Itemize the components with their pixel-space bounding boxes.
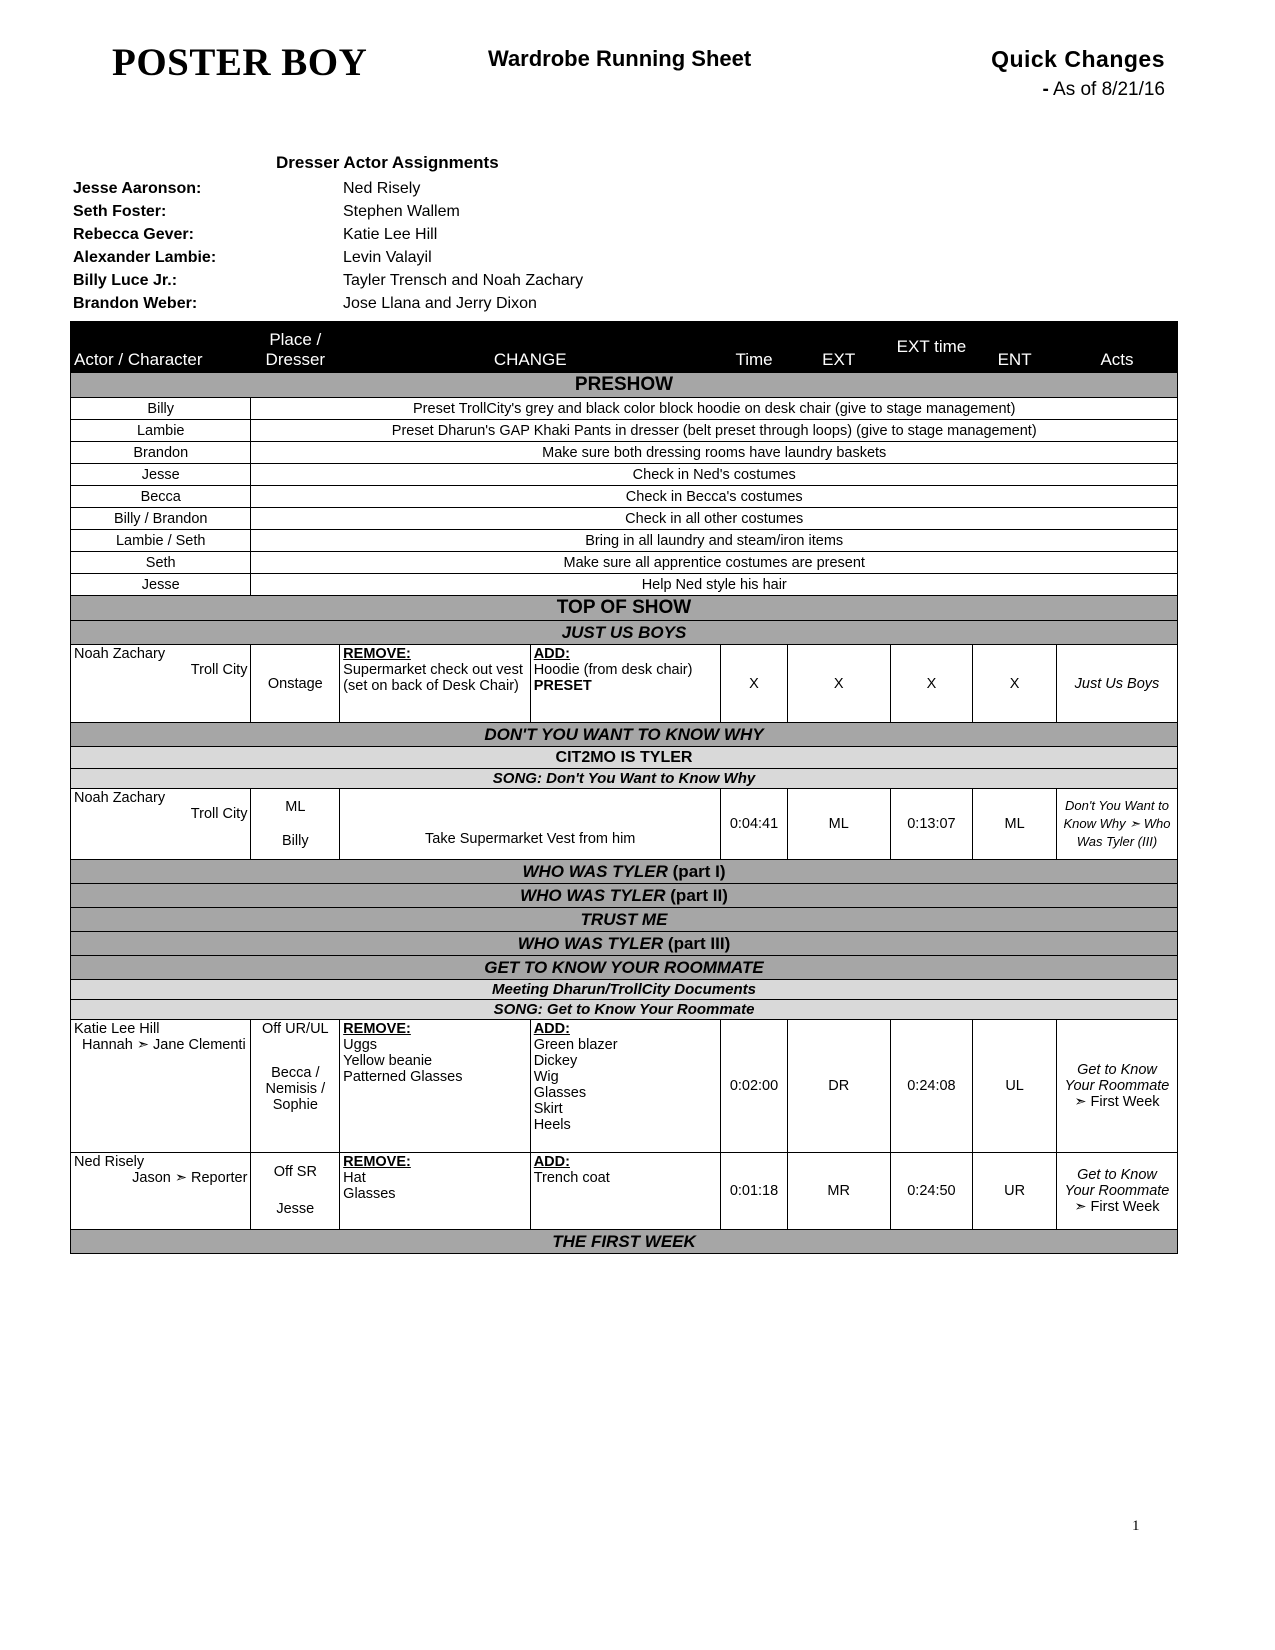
preshow-who: Lambie / Seth [71,530,251,552]
dresser-text: Becca / Nemisis / Sophie [265,1065,326,1113]
dresser-name: Brandon Weber: [73,295,198,312]
actor-name: Katie Lee Hill [74,1021,160,1037]
col-place-line2: Dresser [265,350,326,369]
preshow-row [71,574,1178,596]
acts-line: ➣ First Week [1074,1094,1160,1110]
time-cell: X [721,645,788,723]
add-item: Skirt [533,1101,563,1117]
add-note: PRESET [533,678,592,694]
song-title: SONG: Get to Know Your Roommate [71,1000,1178,1020]
subscene-row [71,980,1178,1000]
as-of-date [991,79,1165,101]
place-cell [251,789,340,860]
col-acts: Acts [1056,322,1177,373]
change-row [71,1020,1178,1153]
remove-item: Glasses [343,1186,396,1202]
preshow-task: Help Ned style his hair [251,574,1178,596]
ent-cell: X [973,645,1057,723]
ext-cell: MR [787,1153,890,1230]
add-cell [530,1020,721,1153]
preshow-task: Make sure all apprentice costumes are present [251,552,1178,574]
scene-row [71,932,1178,956]
add-cell [530,645,721,723]
place-cell [251,1020,340,1153]
quick-changes-block [991,46,1165,101]
acts-cell [1056,1153,1177,1230]
preshow-row [71,442,1178,464]
preshow-who: Jesse [71,574,251,596]
preshow-task: Bring in all laundry and steam/iron items [251,530,1178,552]
preshow-task: Check in Becca's costumes [251,486,1178,508]
ent-cell: UL [973,1020,1057,1153]
remove-label: REMOVE: [343,1021,411,1037]
col-change: CHANGE [340,322,721,373]
ext-cell: X [787,645,890,723]
quick-changes-title: Quick Changes [991,46,1165,72]
show-title: POSTER BOY [112,41,368,84]
as-of-dash: - [1042,79,1049,100]
actor-cell [71,789,251,860]
change-row [71,645,1178,723]
change-row [71,1153,1178,1230]
remove-item: Uggs [343,1037,378,1053]
as-of-text: As of 8/21/16 [1053,79,1165,100]
assignment-row [73,269,583,292]
dresser-name: Billy Luce Jr.: [73,272,178,289]
remove-item: Yellow beanie [343,1053,433,1069]
col-place [251,322,340,373]
dresser-name: Seth Foster: [73,203,167,220]
assignment-row [73,246,583,269]
scene-row [71,723,1178,747]
section-title: TOP OF SHOW [71,596,1178,621]
dresser-name: Rebecca Gever: [73,226,194,243]
scene-row [71,1230,1178,1254]
remove-cell [340,645,531,723]
assigned-actors: Tayler Trensch and Noah Zachary [343,272,584,289]
col-time: Time [721,322,788,373]
dresser-name: Alexander Lambie: [73,249,217,266]
add-item: Wig [533,1069,559,1085]
remove-items: Supermarket check out vest (set on back of Desk Chair) [343,662,523,694]
change-cell: Take Supermarket Vest from him [340,789,721,860]
character-name: Hannah ➣ Jane Clementi [82,1037,246,1053]
remove-cell [340,1153,531,1230]
actor-name: Noah Zachary [74,790,166,806]
col-actor: Actor / Character [71,322,251,373]
remove-label: REMOVE: [343,646,411,662]
remove-cell [340,1020,531,1153]
add-items: Hoodie (from desk chair) [533,662,693,678]
song-row [71,769,1178,789]
scene-title: DON'T YOU WANT TO KNOW WHY [71,723,1178,747]
preshow-who: Becca [71,486,251,508]
preshow-task: Preset TrollCity's grey and black color block hoodie on desk chair (give to stage management) [251,398,1178,420]
actor-cell [71,645,251,723]
scene-title: WHO WAS TYLER (part II) [71,884,1178,908]
section-row [71,596,1178,621]
assignment-row [73,177,583,200]
place-text: ML [285,799,306,815]
assignment-row [73,200,583,223]
remove-item: Patterned Glasses [343,1069,463,1085]
col-ext: EXT [787,322,890,373]
add-item: Trench coat [533,1170,610,1186]
assignments-heading: Dresser Actor Assignments [276,153,499,172]
running-sheet-table [70,321,1178,1254]
add-item: Heels [533,1117,571,1133]
ext-time-cell: 0:24:08 [890,1020,973,1153]
add-item: Glasses [533,1085,587,1101]
preshow-row [71,530,1178,552]
section-row [71,373,1178,398]
time-cell: 0:04:41 [721,789,788,860]
sheet-title: Wardrobe Running Sheet [488,46,752,71]
time-cell: 0:02:00 [721,1020,788,1153]
place-text: Off SR [273,1164,317,1180]
ent-cell: ML [973,789,1057,860]
acts-line: ➣ First Week [1074,1199,1160,1215]
acts-cell: Don't You Want to Know Why ➣ Who Was Tyler (III) [1056,789,1177,860]
acts-line: Get to Know [1077,1167,1157,1183]
preshow-row [71,508,1178,530]
ext-time-cell: X [890,645,973,723]
add-label: ADD: [533,646,570,662]
scene-row [71,860,1178,884]
preshow-row [71,486,1178,508]
add-label: ADD: [533,1154,570,1170]
assignments-list [73,177,583,315]
preshow-row [71,398,1178,420]
assignment-row [73,292,583,315]
scene-title: JUST US BOYS [71,621,1178,645]
preshow-who: Seth [71,552,251,574]
scene-row [71,884,1178,908]
acts-cell [1056,1020,1177,1153]
actor-name: Ned Risely [74,1154,145,1170]
character-name: Troll City [190,806,248,822]
acts-line: Your Roommate [1064,1078,1170,1094]
actor-cell [71,1020,251,1153]
place-text: Off UR/UL [262,1021,329,1037]
acts-line: Get to Know [1077,1062,1157,1078]
col-place-line1: Place / [269,330,322,349]
dresser-text: Billy [282,833,309,849]
character-name: Jason ➣ Reporter [132,1170,248,1186]
preshow-row [71,420,1178,442]
preshow-task: Check in Ned's costumes [251,464,1178,486]
preshow-who: Billy / Brandon [71,508,251,530]
preshow-task: Check in all other costumes [251,508,1178,530]
subscene-title: Meeting Dharun/TrollCity Documents [71,980,1178,1000]
ext-time-cell: 0:24:50 [890,1153,973,1230]
scene-title: WHO WAS TYLER (part III) [71,932,1178,956]
dresser-text: Jesse [276,1201,315,1217]
ext-cell: ML [787,789,890,860]
subscene-row [71,747,1178,769]
remove-label: REMOVE: [343,1154,411,1170]
scene-title: THE FIRST WEEK [71,1230,1178,1254]
header-row [71,322,1178,373]
change-row [71,789,1178,860]
preshow-task: Make sure both dressing rooms have laundry baskets [251,442,1178,464]
col-ent: ENT [973,322,1057,373]
preshow-who: Jesse [71,464,251,486]
section-title: PRESHOW [71,373,1178,398]
character-name: Troll City [190,662,248,678]
ext-cell: DR [787,1020,890,1153]
assigned-actors: Katie Lee Hill [343,226,438,243]
dresser-name: Jesse Aaronson: [73,180,202,197]
acts-cell: Just Us Boys [1056,645,1177,723]
scene-title: GET TO KNOW YOUR ROOMMATE [71,956,1178,980]
remove-item: Hat [343,1170,366,1186]
add-label: ADD: [533,1021,570,1037]
scene-title: TRUST ME [71,908,1178,932]
preshow-task: Preset Dharun's GAP Khaki Pants in dresser (belt preset through loops) (give to stage management) [251,420,1178,442]
actor-name: Noah Zachary [74,646,166,662]
assigned-actors: Ned Risely [343,180,421,197]
assigned-actors: Stephen Wallem [343,203,460,220]
scene-row [71,908,1178,932]
assigned-actors: Jose Llana and Jerry Dixon [343,295,537,312]
page-number: 1 [1132,1518,1140,1534]
ent-cell: UR [973,1153,1057,1230]
preshow-who: Lambie [71,420,251,442]
preshow-row [71,464,1178,486]
assigned-actors: Levin Valayil [343,249,432,266]
preshow-row [71,552,1178,574]
scene-row [71,956,1178,980]
add-item: Green blazer [533,1037,618,1053]
place-cell [251,1153,340,1230]
scene-row [71,621,1178,645]
actor-cell [71,1153,251,1230]
ext-time-cell: 0:13:07 [890,789,973,860]
preshow-who: Billy [71,398,251,420]
subscene-title: CIT2MO IS TYLER [71,747,1178,769]
scene-title: WHO WAS TYLER (part I) [71,860,1178,884]
assignment-row [73,223,583,246]
place-cell: Onstage [251,645,340,723]
preshow-who: Brandon [71,442,251,464]
song-row [71,1000,1178,1020]
song-title: SONG: Don't You Want to Know Why [71,769,1178,789]
col-ext-time: EXT time [890,322,973,373]
add-cell [530,1153,721,1230]
add-item: Dickey [533,1053,578,1069]
acts-line: Your Roommate [1064,1183,1170,1199]
time-cell: 0:01:18 [721,1153,788,1230]
